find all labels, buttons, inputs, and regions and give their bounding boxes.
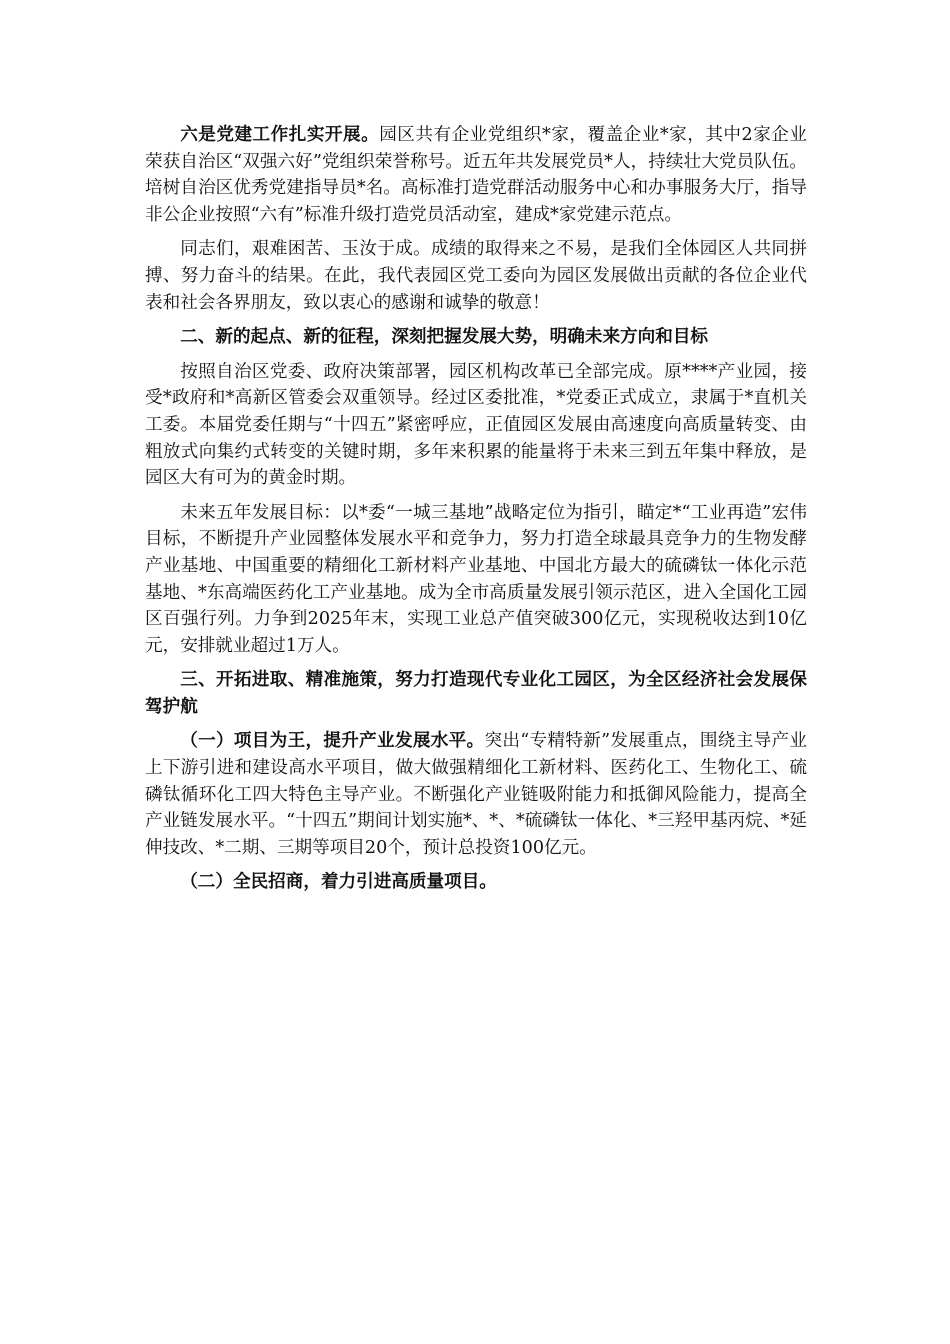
paragraph-investment bbox=[145, 869, 807, 896]
paragraph-lead: （二）全民招商，着力引进高质量项目。 bbox=[180, 872, 497, 893]
paragraph-thanks: 同志们，艰难困苦、玉汝于成。成绩的取得来之不易，是我们全体园区人共同拼搏、努力奋斗的结果。在此，我代表园区党工委向为园区发展做出贡献的各位企业代表和社会各界朋友，致以衷心的感谢和诚挚的敬意！ bbox=[145, 239, 807, 313]
document-page bbox=[145, 122, 807, 904]
paragraph-text: 突出“专精特新”发展重点，围绕主导产业上下游引进和建设高水平项目，做大做强精细化工新材料、医药化工、生物化工、硫磷钛循环化工四大特色主导产业。不断强化产业链吸附能力和抵御风险能力，提高全产业链发展水平。“十四五”期间计划实施*、*、*硫磷钛一体化、*三羟甲基丙烷、*延伸技改、*二期、三期等项目20个，预计总投资100亿元。 bbox=[145, 731, 807, 858]
paragraph-lead: （一）项目为王，提升产业发展水平。 bbox=[180, 731, 485, 752]
paragraph-reform: 按照自治区党委、政府决策部署，园区机构改革已全部完成。原****产业园，接受*政府和*高新区管委会双重领导。经过区委批准，*党委正式成立，隶属于*直机关工委。本届党委任期与“十四五”紧密呼应，正值园区发展由高速度向高质量转变、由粗放式向集约式转变的关键时期，多年来积累的能量将于未来三到五年集中释放，是园区大有可为的黄金时期。 bbox=[145, 361, 807, 489]
paragraph-party-building bbox=[145, 122, 807, 228]
paragraph-text: 园区共有企业党组织*家，覆盖企业*家，其中2家企业荣获自治区“双强六好”党组织荣誉称号。近五年共发展党员*人，持续壮大党员队伍。培树自治区优秀党建指导员*名。高标准打造党群活动服务中心和办事服务大厅，指导非公企业按照“六有”标准升级打造党员活动室，建成*家党建示范点。 bbox=[145, 125, 807, 225]
paragraph-goals: 未来五年发展目标：以*委“一城三基地”战略定位为指引，瞄定*“工业再造”宏伟目标，不断提升产业园整体发展水平和竞争力，努力打造全球最具竞争力的生物发酵产业基地、中国重要的精细化工新材料产业基地、中国北方最大的硫磷钛一体化示范基地、*东高端医药化工产业基地。成为全市高质量发展引领示范区，进入全国化工园区百强行列。力争到2025年末，实现工业总产值突破300亿元，实现税收达到10亿元，安排就业超过1万人。 bbox=[145, 502, 807, 656]
section-heading-3: 三、开拓进取、精准施策，努力打造现代专业化工园区，为全区经济社会发展保驾护航 bbox=[145, 670, 807, 717]
paragraph-projects bbox=[145, 728, 807, 861]
paragraph-lead: 六是党建工作扎实开展。 bbox=[180, 125, 380, 145]
section-heading-2: 二、新的起点、新的征程，深刻把握发展大势，明确未来方向和目标 bbox=[180, 327, 709, 348]
